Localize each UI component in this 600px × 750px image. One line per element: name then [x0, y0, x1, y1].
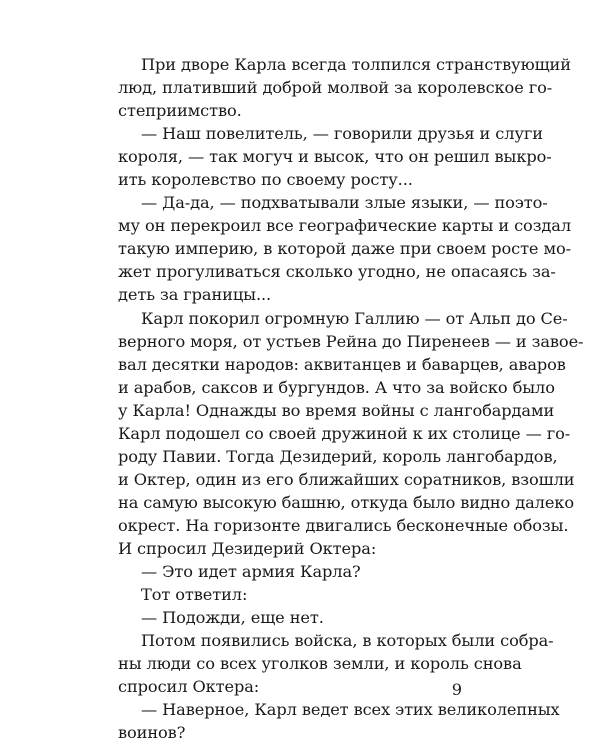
- text-line: Карл подошел со своей дружиной к их столице — го-: [118, 423, 571, 443]
- text-line: — Да-да, — подхватывали злые языки, — поэто-: [141, 193, 548, 213]
- text-line: жет прогуливаться сколько угодно, не опасаясь за-: [118, 262, 556, 282]
- text-line: степриимство.: [118, 101, 242, 121]
- text-line: вал десятки народов: аквитанцев и баварцев, аваров: [118, 354, 566, 374]
- text-line: — Наш повелитель, — говорили друзья и слуги: [141, 124, 543, 144]
- text-line: окрест. На горизонте двигались бесконечные обозы.: [118, 515, 569, 535]
- text-line: му он перекроил все географические карты и создал: [118, 216, 572, 236]
- text-line: деть за границы...: [118, 285, 272, 305]
- text-line: Тот ответил:: [141, 585, 248, 605]
- text-line: И спросил Дезидерий Октера:: [118, 538, 377, 558]
- text-line: — Это идет армия Карла?: [141, 562, 361, 582]
- text-line: на самую высокую башню, откуда было видно далеко: [118, 492, 574, 512]
- text-line: верного моря, от устьев Рейна до Пиренеев — и завое-: [118, 331, 584, 351]
- text-line: роду Павии. Тогда Дезидерий, король лангобардов,: [118, 446, 558, 466]
- text-line: Потом появились войска, в которых были собра-: [141, 631, 554, 651]
- text-line: спросил Октера:: [118, 677, 260, 697]
- page-body-text: [118, 53, 584, 744]
- text-line: Карл покорил огромную Галлию — от Альп до Се-: [141, 308, 568, 328]
- text-line: воинов?: [118, 723, 186, 743]
- text-line: — Подожди, еще нет.: [141, 608, 324, 628]
- text-line: и Октер, один из его ближайших соратников, взошли: [118, 469, 575, 489]
- text-line: у Карла! Однажды во время войны с лангобардами: [118, 400, 555, 420]
- text-line: и арабов, саксов и бургундов. А что за войско было: [118, 377, 555, 397]
- text-line: ны люди со всех уголков земли, и король снова: [118, 654, 522, 674]
- text-line: короля, — так могуч и высок, что он решил выкро-: [118, 147, 552, 167]
- text-line: — Наверное, Карл ведет всех этих великолепных: [141, 700, 560, 720]
- page-number: 9: [451, 680, 462, 699]
- text-line: люд, плативший доброй молвой за королевское го-: [118, 78, 553, 98]
- text-line: ить королевство по своему росту...: [118, 170, 413, 190]
- text-line: такую империю, в которой даже при своем росте мо-: [118, 239, 571, 259]
- text-line: При дворе Карла всегда толпился странствующий: [141, 55, 571, 74]
